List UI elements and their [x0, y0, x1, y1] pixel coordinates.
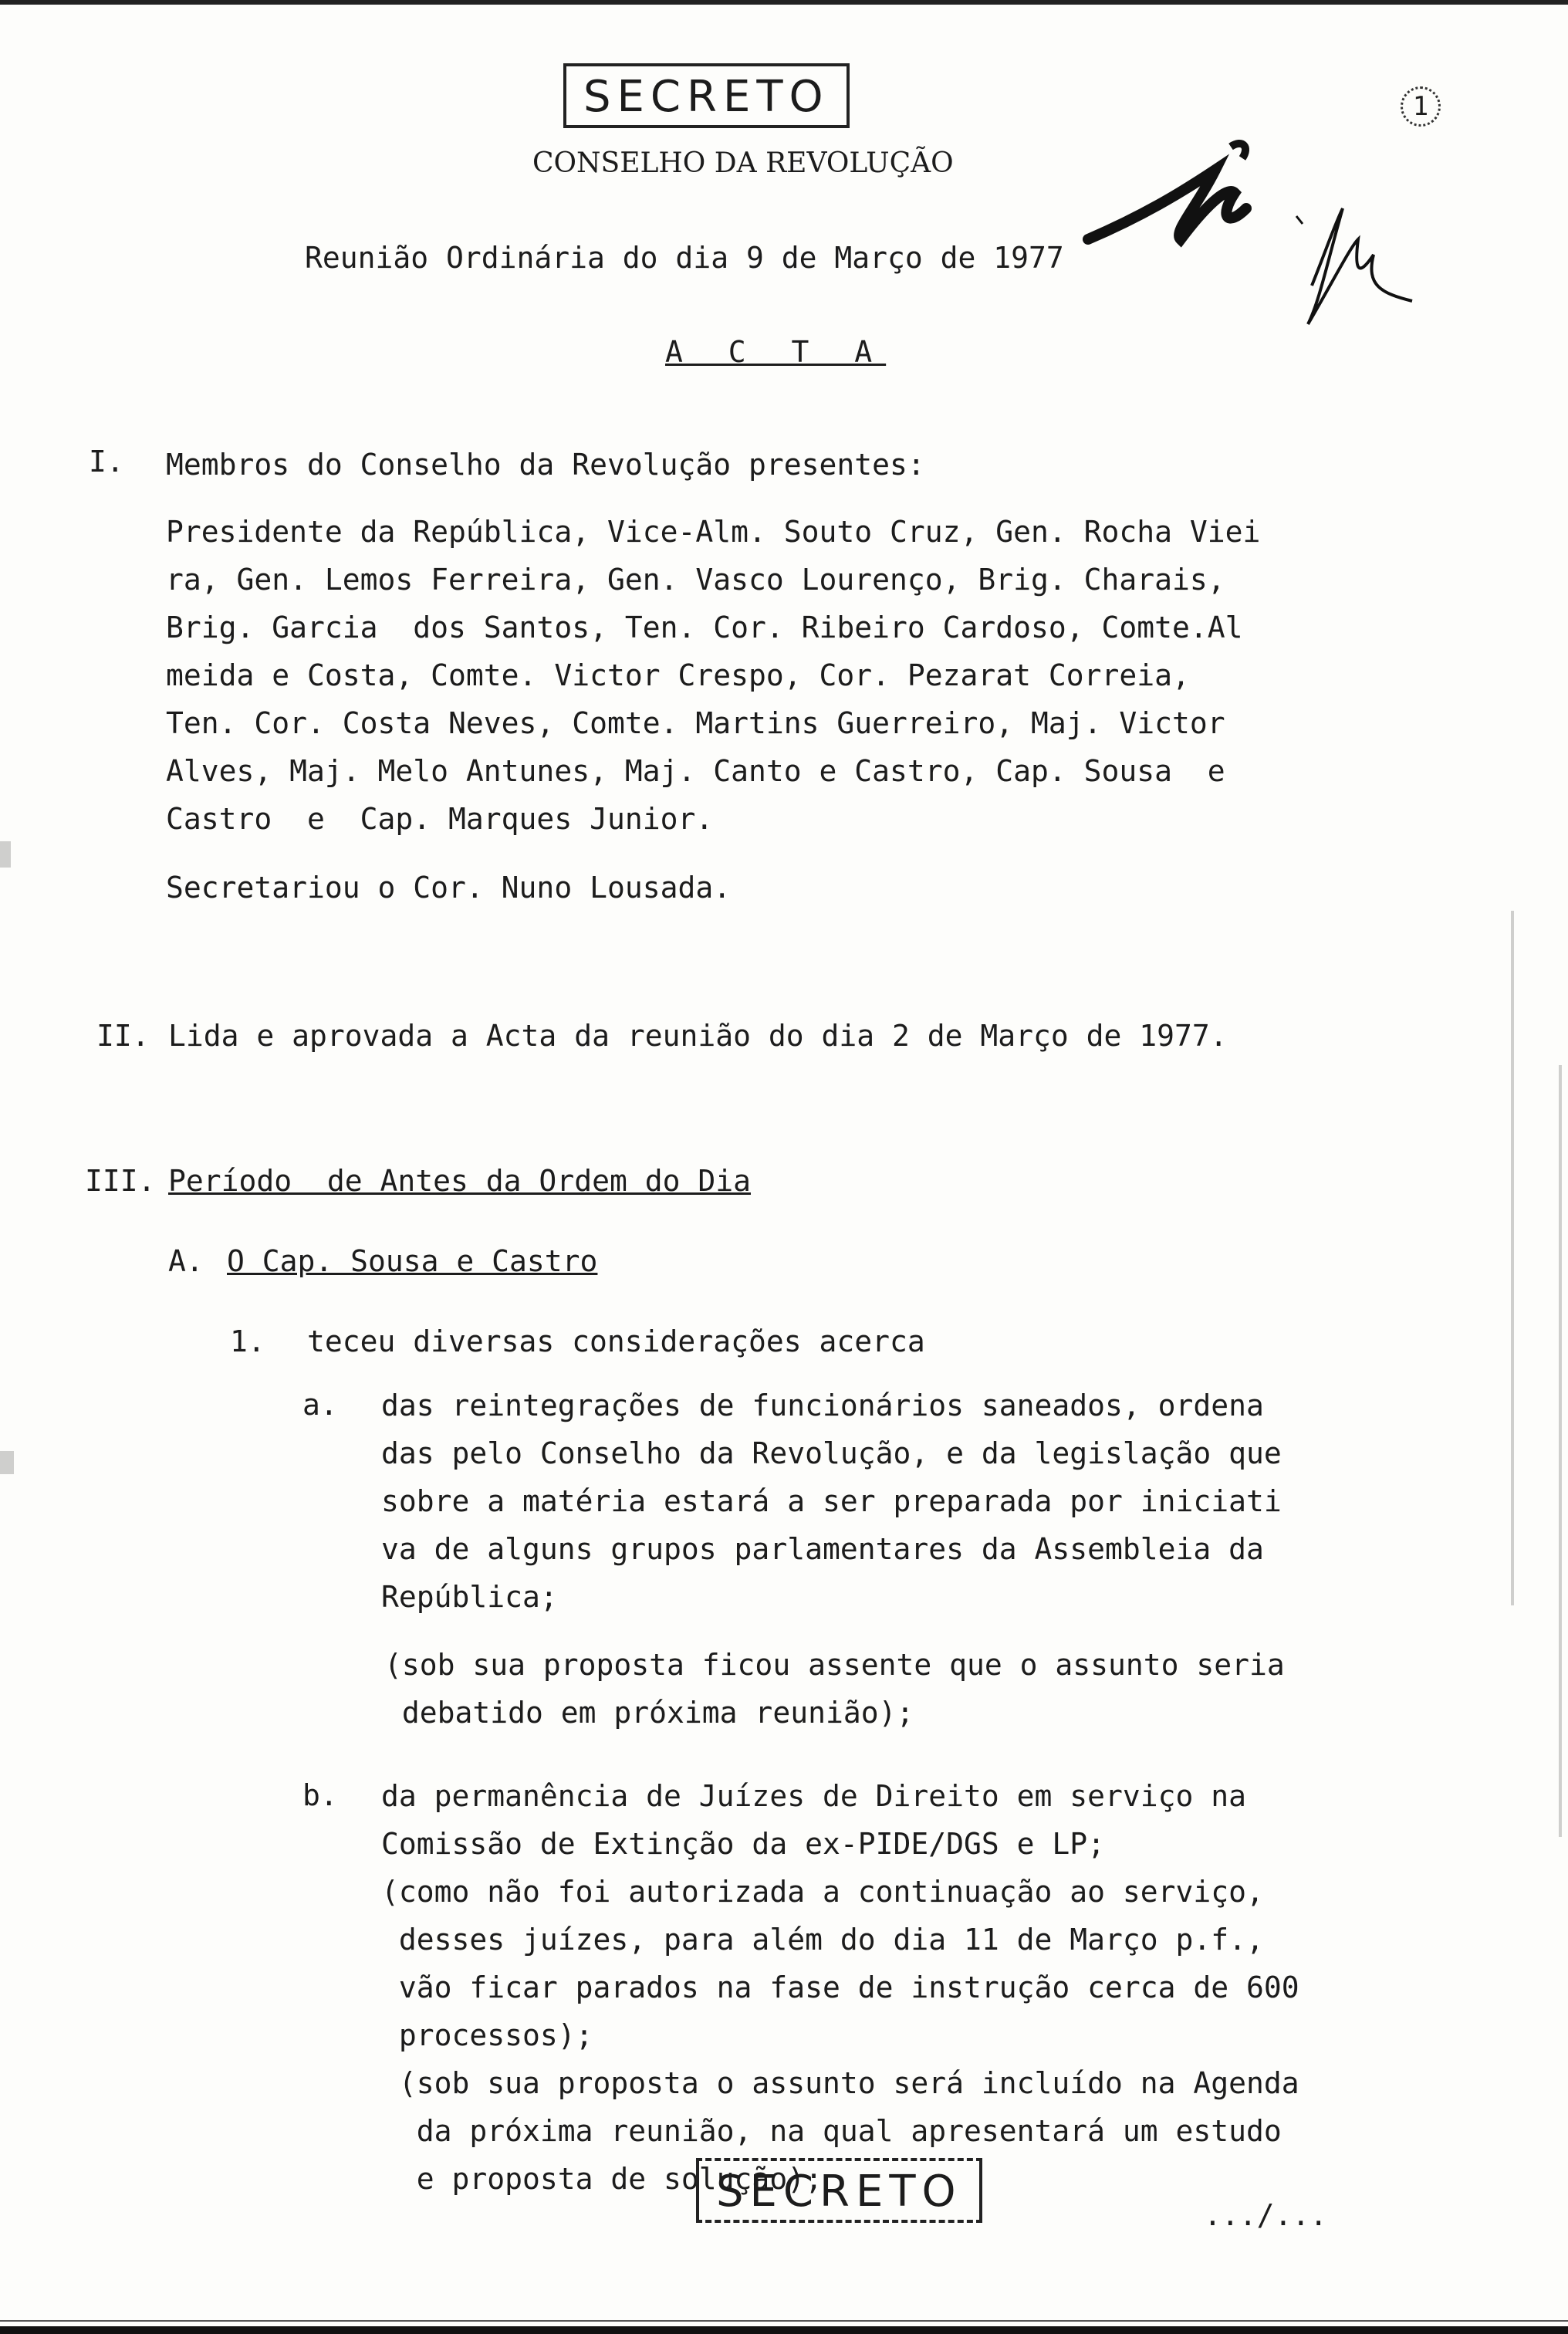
- secretary-line: Secretariou o Cor. Nuno Lousada.: [166, 871, 732, 905]
- item-b-line: (como não foi autorizada a continuação ao serviço,: [381, 1875, 1264, 1909]
- item-b-line: desses juízes, para além do dia 11 de Março p.f.,: [381, 1923, 1264, 1957]
- members-line: ra, Gen. Lemos Ferreira, Gen. Vasco Lourenço, Brig. Charais,: [166, 563, 1225, 597]
- item-b-line: e proposta de solução);: [381, 2162, 823, 2196]
- section-3-heading: Período de Antes da Ordem do Dia: [168, 1164, 751, 1198]
- document-title: A C T A: [665, 335, 887, 369]
- item-b-line: da próxima reunião, na qual apresentará um estudo: [381, 2114, 1282, 2148]
- top-border: [0, 0, 1568, 5]
- scan-edge-mark: [1559, 1065, 1562, 1837]
- item-a-line: sobre a matéria estará a ser preparada por iniciati: [381, 1484, 1282, 1518]
- sub-a-label: A.: [168, 1244, 204, 1278]
- item-a-line: República;: [381, 1580, 558, 1614]
- item-a-text: [381, 1382, 1282, 1621]
- item-b-text: [381, 1772, 1299, 2203]
- item-a-note-line: debatido em próxima reunião);: [384, 1696, 914, 1730]
- secret-stamp-bottom: SECRETO: [696, 2158, 982, 2223]
- section-3-number: III.: [85, 1164, 156, 1198]
- item-a-line: das pelo Conselho da Revolução, e da legislação que: [381, 1436, 1282, 1470]
- secret-stamp-top: SECRETO: [563, 63, 850, 128]
- item-a-line: das reintegrações de funcionários saneados, ordena: [381, 1389, 1264, 1422]
- bottom-border: [0, 2326, 1568, 2334]
- scan-mark: [0, 1451, 14, 1474]
- item-b-line: Comissão de Extinção da ex-PIDE/DGS e LP;: [381, 1827, 1105, 1861]
- item-1-number: 1.: [230, 1324, 265, 1358]
- members-line: Ten. Cor. Costa Neves, Comte. Martins Guerreiro, Maj. Victor: [166, 706, 1225, 740]
- page-number: 1: [1401, 86, 1441, 127]
- item-b-line: vão ficar parados na fase de instrução cerca de 600: [381, 1970, 1299, 2004]
- item-a-line: va de alguns grupos parlamentares da Assembleia da: [381, 1532, 1264, 1566]
- members-line: meida e Costa, Comte. Victor Crespo, Cor. Pezarat Correia,: [166, 658, 1190, 692]
- item-b-line: processos);: [381, 2018, 593, 2052]
- members-line: Alves, Maj. Melo Antunes, Maj. Canto e Castro, Cap. Sousa e: [166, 754, 1225, 788]
- section-2-text: Lida e aprovada a Acta da reunião do dia 2 de Março de 1977.: [168, 1019, 1228, 1053]
- section-1-heading: Membros do Conselho da Revolução presentes:: [166, 448, 925, 482]
- meeting-title: Reunião Ordinária do dia 9 de Março de 1977: [305, 241, 1064, 275]
- sub-a-title: O Cap. Sousa e Castro: [227, 1244, 598, 1278]
- scan-mark: [0, 841, 11, 868]
- item-a-label: a.: [302, 1388, 338, 1422]
- members-line: Presidente da República, Vice-Alm. Souto Cruz, Gen. Rocha Viei: [166, 515, 1261, 549]
- council-title: CONSELHO DA REVOLUÇÃO: [532, 147, 954, 179]
- bottom-border-thin: [0, 2320, 1568, 2322]
- continuation-mark: .../...: [1204, 2198, 1328, 2232]
- item-b-line: da permanência de Juízes de Direito em serviço na: [381, 1779, 1247, 1813]
- members-list: [166, 508, 1260, 843]
- item-a-note: [384, 1641, 1285, 1737]
- section-1-number: I.: [89, 445, 124, 479]
- members-line: Brig. Garcia dos Santos, Ten. Cor. Ribeiro Cardoso, Comte.Al: [166, 611, 1243, 644]
- scan-edge-mark: [1511, 911, 1514, 1605]
- item-1-text: teceu diversas considerações acerca: [307, 1324, 925, 1358]
- members-line: Castro e Cap. Marques Junior.: [166, 802, 714, 836]
- item-b-line: (sob sua proposta o assunto será incluído na Agenda: [381, 2066, 1299, 2100]
- item-b-label: b.: [302, 1778, 338, 1812]
- handwritten-signature: [1080, 123, 1420, 355]
- item-a-note-line: (sob sua proposta ficou assente que o assunto seria: [384, 1648, 1285, 1682]
- section-2-number: II.: [96, 1019, 150, 1053]
